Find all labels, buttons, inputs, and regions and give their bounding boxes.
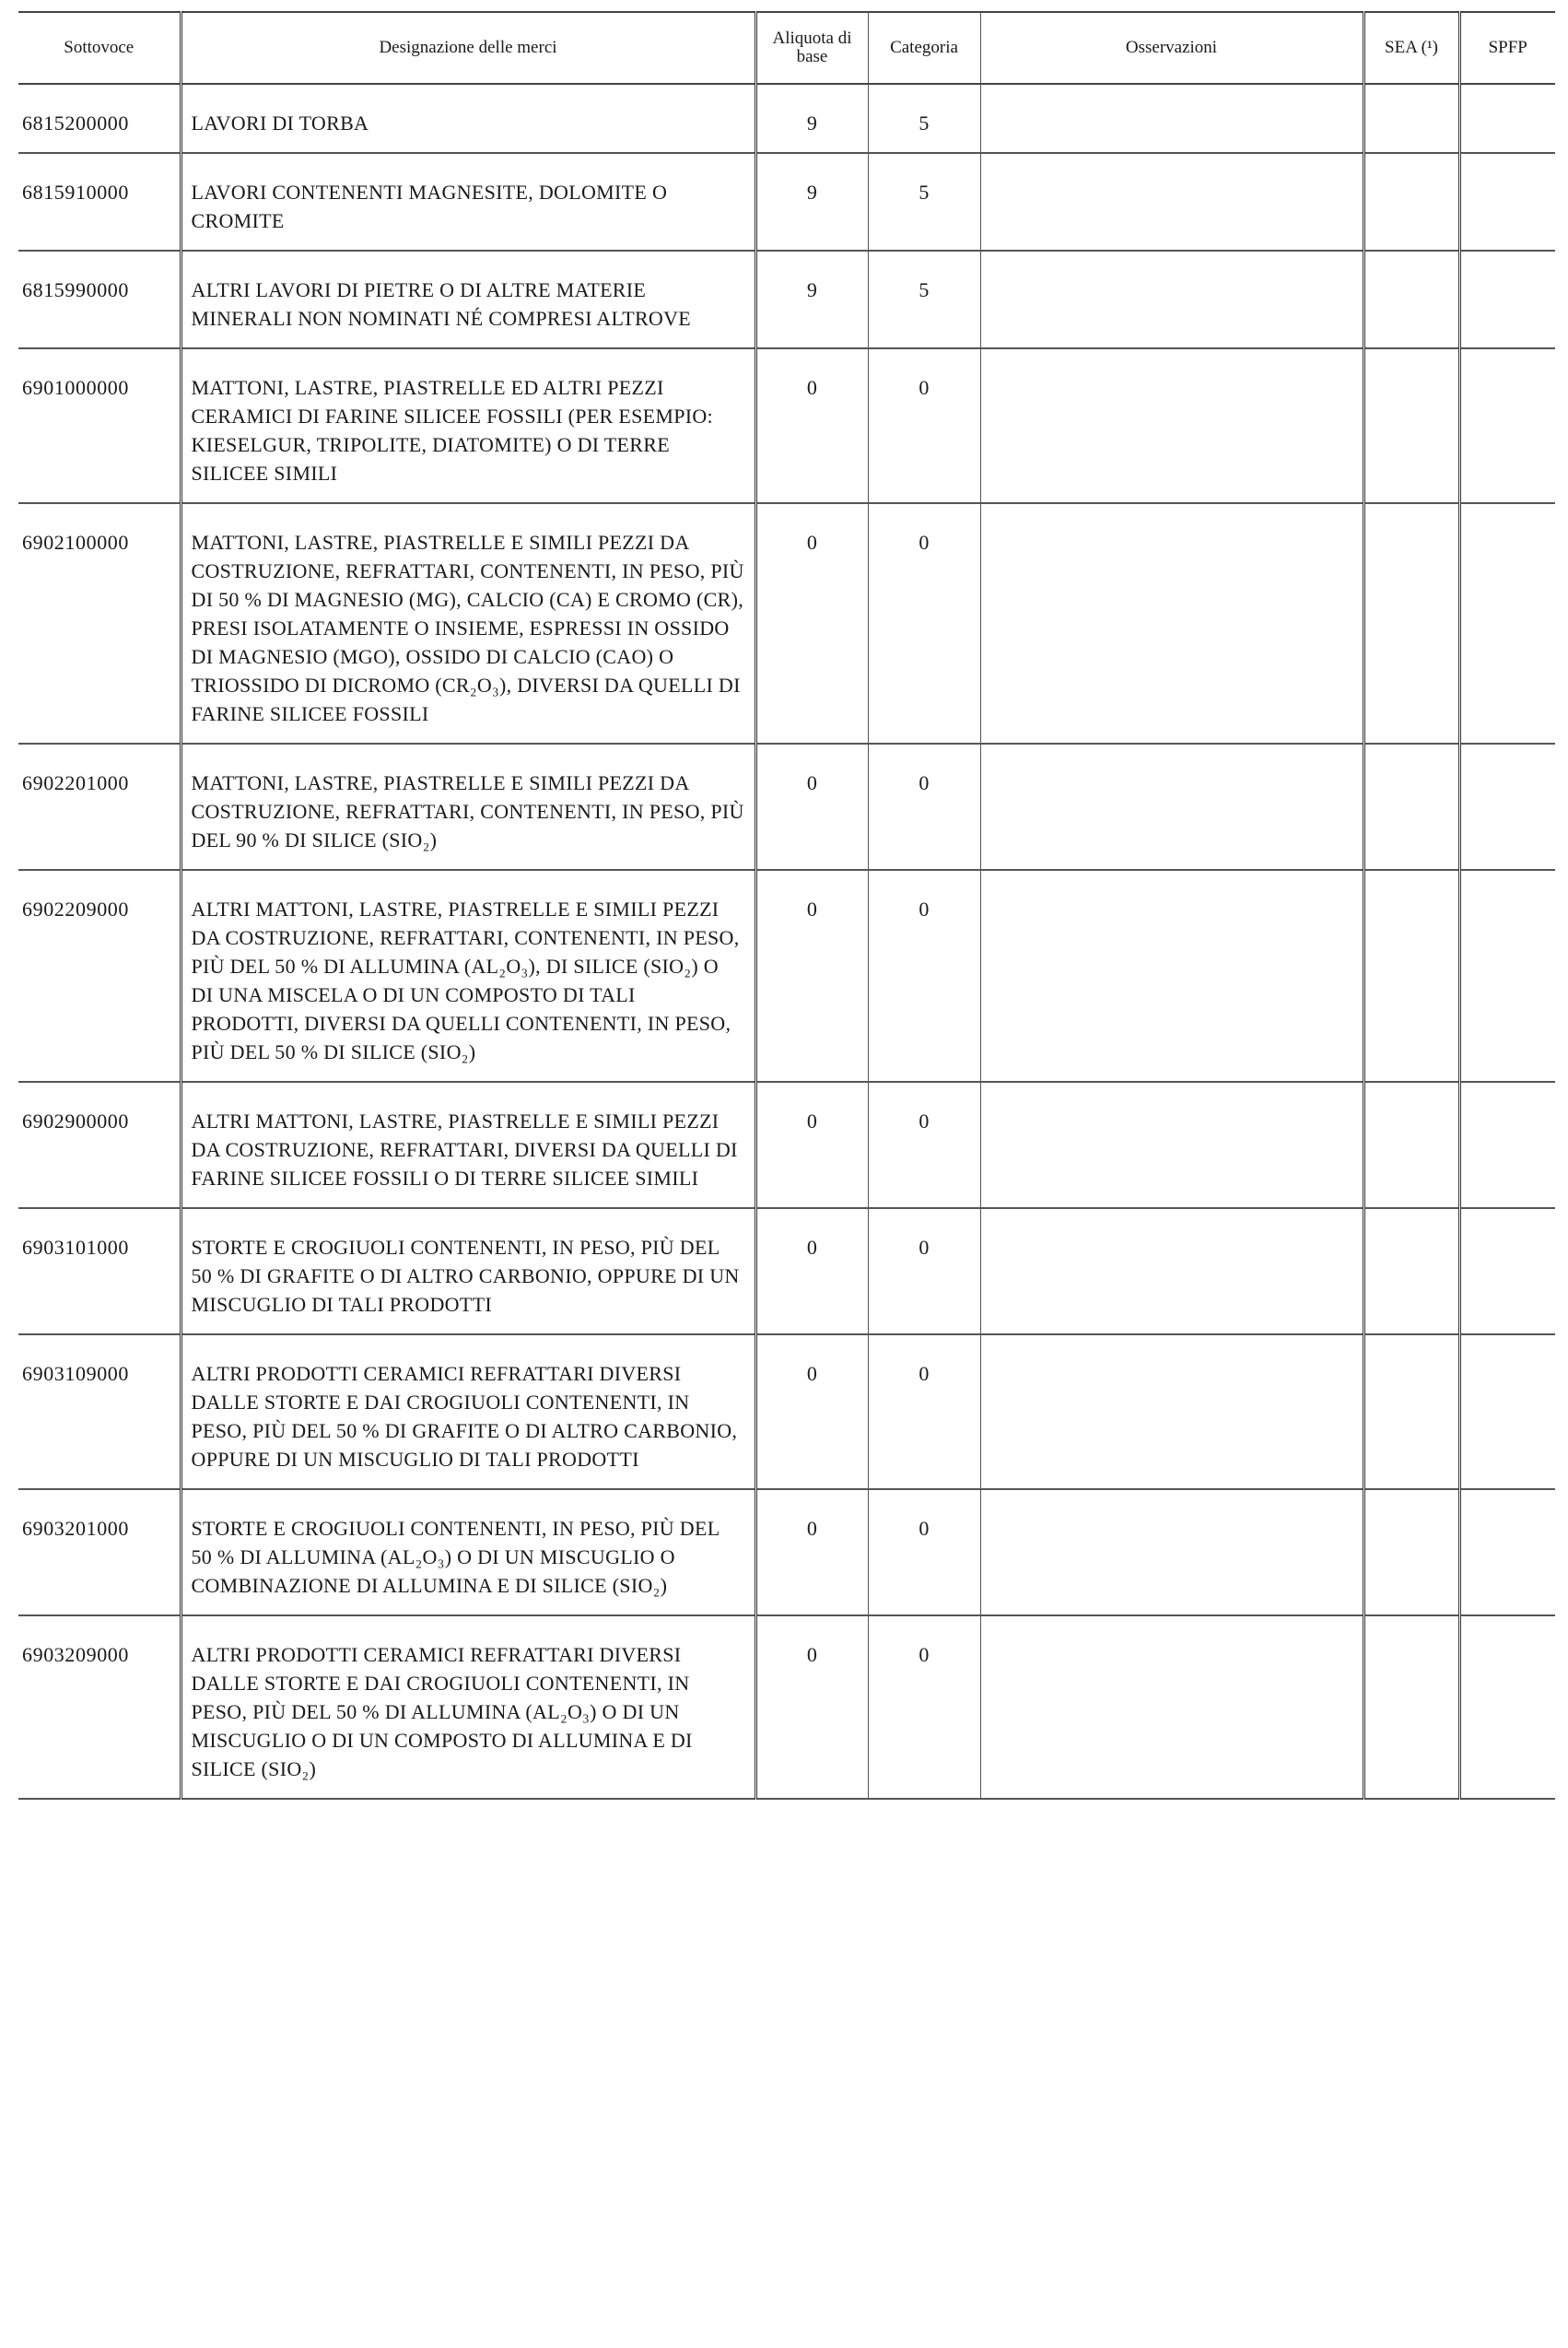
table-row — [18, 503, 1555, 744]
cell-rate: 0 — [755, 870, 868, 1082]
cell-rate: 0 — [755, 1334, 868, 1489]
cell-remarks — [980, 1334, 1363, 1489]
table-row — [18, 1208, 1555, 1334]
cell-code: 6815990000 — [18, 251, 181, 348]
cell-category: 0 — [868, 870, 980, 1082]
cell-category: 0 — [868, 1082, 980, 1208]
cell-description: ALTRI MATTONI, LASTRE, PIASTRELLE E SIMILI PEZZI DA COSTRUZIONE, REFRATTARI, DIVERSI DA QUELLI DI FARINE SILICEE FOSSILI O DI TERRE SILICEE SIMILI — [181, 1082, 755, 1208]
cell-category: 5 — [868, 153, 980, 251]
cell-remarks — [980, 744, 1363, 870]
cell-remarks — [980, 1208, 1363, 1334]
cell-spfp — [1459, 503, 1555, 744]
cell-remarks — [980, 153, 1363, 251]
cell-spfp — [1459, 870, 1555, 1082]
header-rate: Aliquota di base — [755, 12, 868, 84]
cell-code: 6902900000 — [18, 1082, 181, 1208]
cell-sea — [1363, 1082, 1459, 1208]
header-description: Designazione delle merci — [181, 12, 755, 84]
cell-description: MATTONI, LASTRE, PIASTRELLE ED ALTRI PEZZI CERAMICI DI FARINE SILICEE FOSSILI (PER ESEMPIO: KIESELGUR, TRIPOLITE, DIATOMITE) O DI TERRE SILICEE SIMILI — [181, 348, 755, 503]
cell-code: 6903209000 — [18, 1615, 181, 1799]
cell-code: 6903201000 — [18, 1489, 181, 1615]
cell-spfp — [1459, 1208, 1555, 1334]
header-remarks: Osservazioni — [980, 12, 1363, 84]
cell-rate: 0 — [755, 744, 868, 870]
table-row — [18, 1082, 1555, 1208]
cell-spfp — [1459, 1615, 1555, 1799]
header-category: Categoria — [868, 12, 980, 84]
cell-description: ALTRI PRODOTTI CERAMICI REFRATTARI DIVERSI DALLE STORTE E DAI CROGIUOLI CONTENENTI, IN PESO, PIÙ DEL 50 % DI ALLUMINA (AL₂O₃) O DI UN MISCUGLIO O DI UN COMPOSTO DI ALLUMINA E DI SILICE (SIO₂) — [181, 1615, 755, 1799]
table-body — [18, 84, 1555, 1799]
cell-code: 6902209000 — [18, 870, 181, 1082]
table-row — [18, 153, 1555, 251]
cell-remarks — [980, 348, 1363, 503]
cell-remarks — [980, 1489, 1363, 1615]
cell-code: 6815200000 — [18, 84, 181, 153]
cell-description: STORTE E CROGIUOLI CONTENENTI, IN PESO, PIÙ DEL 50 % DI GRAFITE O DI ALTRO CARBONIO, OPPURE DI UN MISCUGLIO DI TALI PRODOTTI — [181, 1208, 755, 1334]
tariff-table — [18, 11, 1555, 1800]
header-spfp: SPFP — [1459, 12, 1555, 84]
cell-sea — [1363, 870, 1459, 1082]
cell-sea — [1363, 744, 1459, 870]
cell-spfp — [1459, 1489, 1555, 1615]
cell-sea — [1363, 84, 1459, 153]
cell-description: ALTRI LAVORI DI PIETRE O DI ALTRE MATERIE MINERALI NON NOMINATI NÉ COMPRESI ALTROVE — [181, 251, 755, 348]
cell-description: LAVORI CONTENENTI MAGNESITE, DOLOMITE O CROMITE — [181, 153, 755, 251]
cell-category: 0 — [868, 348, 980, 503]
cell-category: 0 — [868, 1208, 980, 1334]
cell-code: 6902201000 — [18, 744, 181, 870]
table-row — [18, 84, 1555, 153]
cell-remarks — [980, 503, 1363, 744]
cell-sea — [1363, 503, 1459, 744]
cell-description: MATTONI, LASTRE, PIASTRELLE E SIMILI PEZZI DA COSTRUZIONE, REFRATTARI, CONTENENTI, IN PESO, PIÙ DEL 90 % DI SILICE (SIO₂) — [181, 744, 755, 870]
cell-category: 0 — [868, 1334, 980, 1489]
cell-sea — [1363, 1334, 1459, 1489]
cell-code: 6815910000 — [18, 153, 181, 251]
cell-description: LAVORI DI TORBA — [181, 84, 755, 153]
cell-spfp — [1459, 251, 1555, 348]
cell-remarks — [980, 1615, 1363, 1799]
cell-sea — [1363, 153, 1459, 251]
table-row — [18, 1489, 1555, 1615]
cell-code: 6903101000 — [18, 1208, 181, 1334]
table-row — [18, 1615, 1555, 1799]
cell-remarks — [980, 84, 1363, 153]
cell-spfp — [1459, 348, 1555, 503]
cell-sea — [1363, 1489, 1459, 1615]
cell-rate: 9 — [755, 84, 868, 153]
cell-category: 0 — [868, 744, 980, 870]
table-row — [18, 1334, 1555, 1489]
cell-sea — [1363, 348, 1459, 503]
cell-rate: 0 — [755, 348, 868, 503]
cell-rate: 0 — [755, 1082, 868, 1208]
cell-sea — [1363, 1615, 1459, 1799]
cell-spfp — [1459, 1334, 1555, 1489]
document-page — [18, 11, 1555, 1800]
table-row — [18, 870, 1555, 1082]
cell-sea — [1363, 1208, 1459, 1334]
cell-description: MATTONI, LASTRE, PIASTRELLE E SIMILI PEZZI DA COSTRUZIONE, REFRATTARI, CONTENENTI, IN PESO, PIÙ DI 50 % DI MAGNESIO (MG), CALCIO (CA) E CROMO (CR), PRESI ISOLATAMENTE O INSIEME, ESPRESSI IN OSSIDO DI MAGNESIO (MGO), OSSIDO DI CALCIO (CAO) O TRIOSSIDO DI DICROMO (CR₂O₃), DIVERSI DA QUELLI DI FARINE SILICEE FOSSILI — [181, 503, 755, 744]
table-header-row — [18, 12, 1555, 84]
cell-code: 6902100000 — [18, 503, 181, 744]
cell-sea — [1363, 251, 1459, 348]
table-row — [18, 744, 1555, 870]
cell-category: 5 — [868, 84, 980, 153]
cell-category: 0 — [868, 1489, 980, 1615]
cell-rate: 0 — [755, 1208, 868, 1334]
table-row — [18, 251, 1555, 348]
cell-description: STORTE E CROGIUOLI CONTENENTI, IN PESO, PIÙ DEL 50 % DI ALLUMINA (AL₂O₃) O DI UN MISCUGLIO O COMBINAZIONE DI ALLUMINA E DI SILICE (SIO₂) — [181, 1489, 755, 1615]
cell-code: 6903109000 — [18, 1334, 181, 1489]
cell-spfp — [1459, 84, 1555, 153]
cell-remarks — [980, 1082, 1363, 1208]
cell-remarks — [980, 251, 1363, 348]
cell-spfp — [1459, 1082, 1555, 1208]
cell-description: ALTRI MATTONI, LASTRE, PIASTRELLE E SIMILI PEZZI DA COSTRUZIONE, REFRATTARI, CONTENENTI, IN PESO, PIÙ DEL 50 % DI ALLUMINA (AL₂O₃), DI SILICE (SIO₂) O DI UNA MISCELA O DI UN COMPOSTO DI TALI PRODOTTI, DIVERSI DA QUELLI CONTENENTI, IN PESO, PIÙ DEL 50 % DI SILICE (SIO₂) — [181, 870, 755, 1082]
cell-spfp — [1459, 744, 1555, 870]
cell-remarks — [980, 870, 1363, 1082]
cell-category: 0 — [868, 503, 980, 744]
cell-rate: 0 — [755, 1615, 868, 1799]
table-row — [18, 348, 1555, 503]
cell-category: 5 — [868, 251, 980, 348]
cell-rate: 9 — [755, 153, 868, 251]
header-sea: SEA (¹) — [1363, 12, 1459, 84]
cell-category: 0 — [868, 1615, 980, 1799]
cell-description: ALTRI PRODOTTI CERAMICI REFRATTARI DIVERSI DALLE STORTE E DAI CROGIUOLI CONTENENTI, IN PESO, PIÙ DEL 50 % DI GRAFITE O DI ALTRO CARBONIO, OPPURE DI UN MISCUGLIO DI TALI PRODOTTI — [181, 1334, 755, 1489]
cell-spfp — [1459, 153, 1555, 251]
cell-rate: 9 — [755, 251, 868, 348]
cell-rate: 0 — [755, 1489, 868, 1615]
cell-rate: 0 — [755, 503, 868, 744]
cell-code: 6901000000 — [18, 348, 181, 503]
header-code: Sottovoce — [18, 12, 181, 84]
